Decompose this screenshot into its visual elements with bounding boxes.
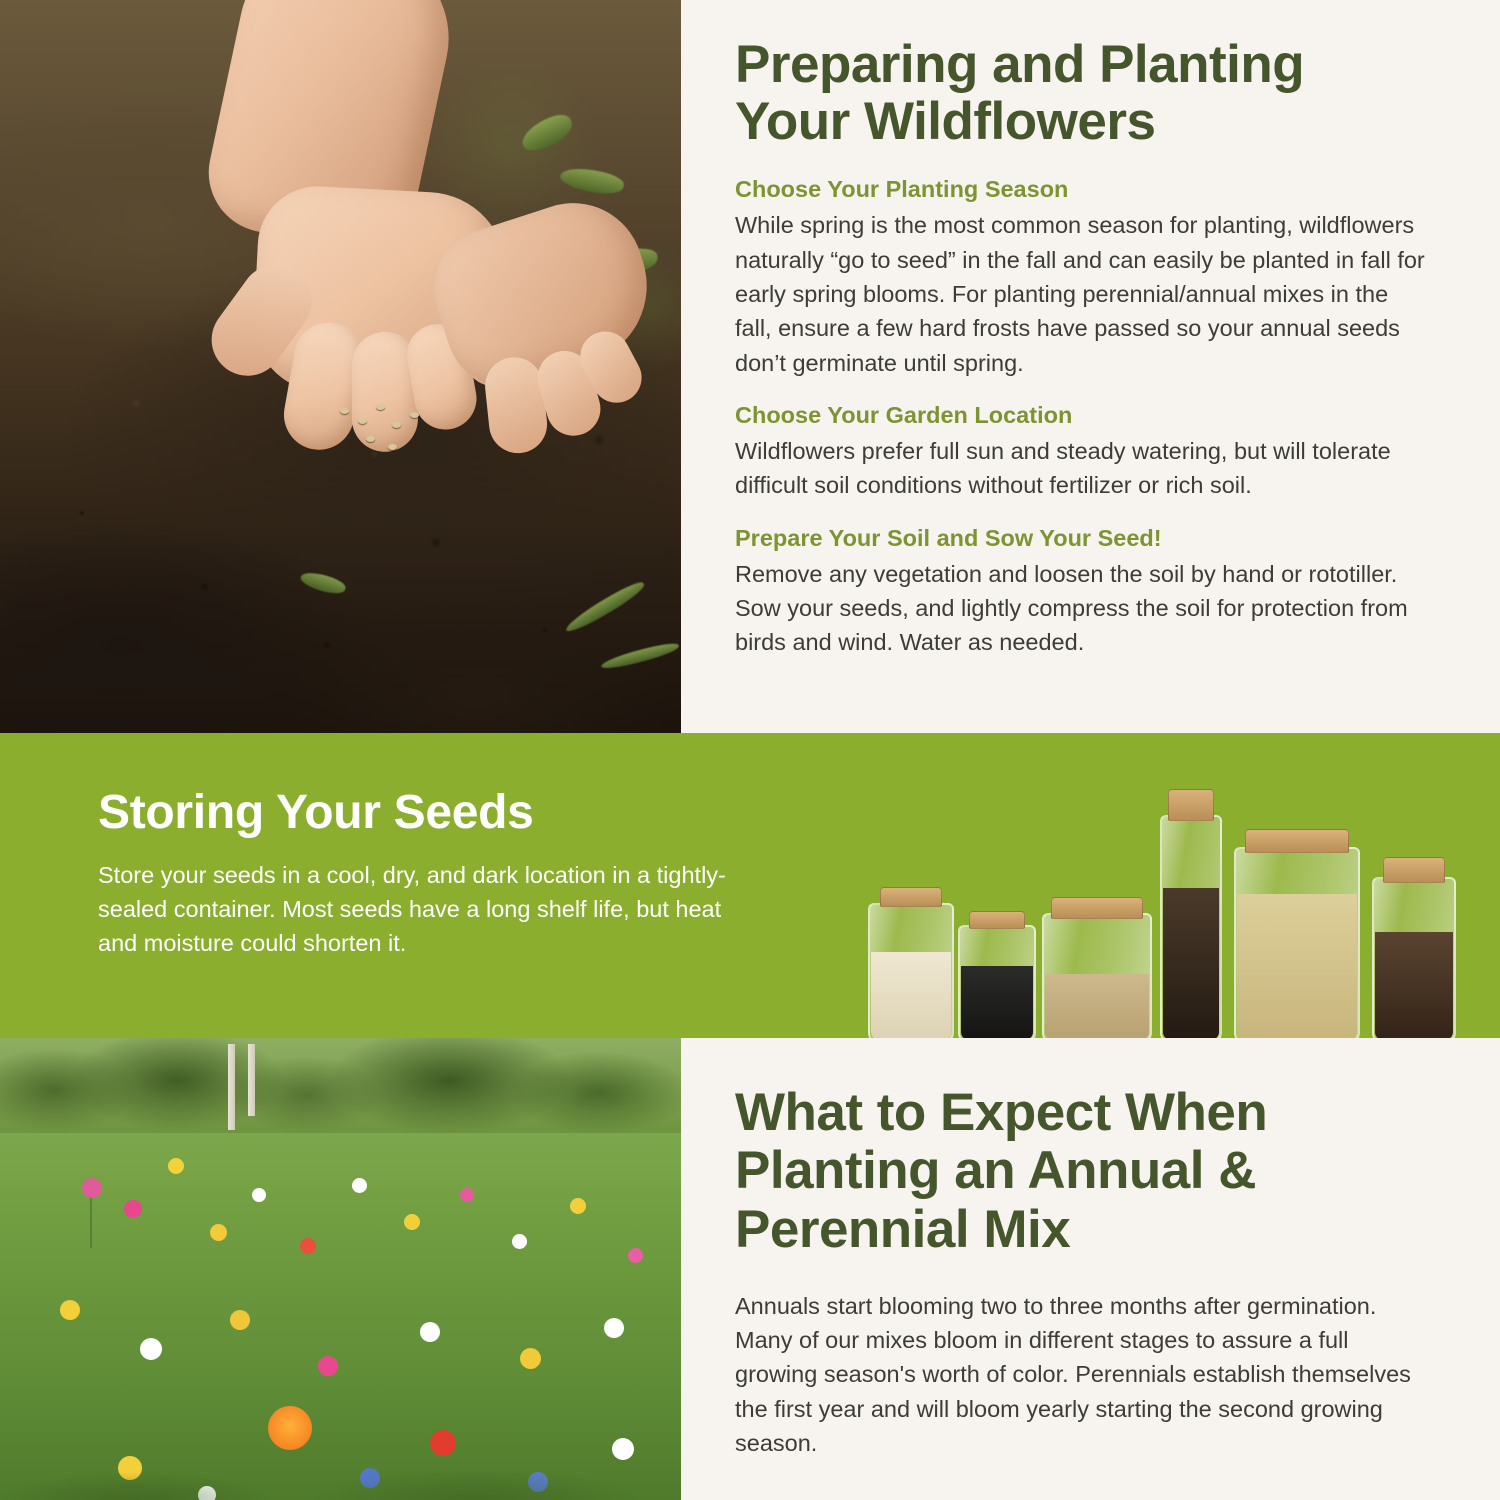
jar-contents [1045, 974, 1149, 1038]
section-preparing-and-planting [0, 0, 1500, 733]
cork-lid [1051, 897, 1143, 919]
jar-contents [961, 966, 1033, 1038]
jar-white-beans [868, 903, 954, 1038]
section-one-text-column [681, 0, 1500, 733]
seed [388, 444, 397, 450]
what-to-expect-title: What to Expect When Planting an Annual & Perennial Mix [735, 1083, 1268, 1259]
paragraph-prepare-soil: Remove any vegetation and loosen the soil by hand or rototiller. Sow your seeds, and lightly compress the soil for protection from birds and wind. Water as needed. [735, 560, 1408, 656]
jar-contents [1163, 888, 1219, 1038]
jar-black-seeds [958, 925, 1036, 1038]
jar-tan-seeds [1042, 913, 1152, 1038]
wildflower-meadow-image [0, 1038, 681, 1500]
storing-seeds-paragraph: Store your seeds in a cool, dry, and dark location in a tightly-sealed container. Most seeds have a long shelf life, but heat and moisture could shorten it. [98, 862, 726, 957]
seed [340, 408, 349, 414]
cork-lid [880, 887, 942, 907]
paragraph-planting-season: While spring is the most common season for planting, wildflowers naturally “go to seed” in the fall and can easily be planted in fall for early spring blooms. For planting perennial/annual mixes in the fall, ensure a few hard frosts have passed so your annual seeds don’t germinate until spring. [735, 212, 1425, 376]
subheading-garden-location: Choose Your Garden Location [735, 401, 1073, 428]
seed-jars-image [860, 733, 1420, 1038]
seed [392, 422, 401, 428]
seeds-in-hand [330, 400, 460, 470]
cork-lid [969, 911, 1025, 929]
seed [358, 418, 367, 424]
storing-seeds-title: Storing Your Seeds [98, 786, 534, 839]
jar-contents [1237, 894, 1357, 1038]
jar-pumpkin-seeds [1234, 847, 1360, 1038]
subheading-planting-season: Choose Your Planting Season [735, 176, 1069, 203]
seed [366, 436, 375, 442]
seed [376, 404, 385, 410]
cork-lid [1168, 789, 1214, 821]
section-three-text-column [681, 1038, 1500, 1500]
section-what-to-expect [0, 1038, 1500, 1500]
what-to-expect-paragraph: Annuals start blooming two to three months after germination. Many of our mixes bloom in different stages to assure a full growing season's worth of color. Perennials establish themselves the first year and will bloom yearly starting the second growing season. [735, 1292, 1411, 1457]
foreground-grass [0, 1038, 681, 1500]
section-storing-your-seeds [0, 733, 1500, 1038]
page-title: Preparing and Planting Your Wildflowers [735, 35, 1305, 152]
jar-striped-seeds [1372, 877, 1456, 1038]
seed [410, 412, 419, 418]
subheading-prepare-soil: Prepare Your Soil and Sow Your Seed! [735, 524, 1162, 551]
cork-lid [1383, 857, 1445, 883]
paragraph-garden-location: Wildflowers prefer full sun and steady watering, but will tolerate difficult soil conditions without fertilizer or rich soil. [735, 437, 1391, 499]
section-two-text-column [98, 785, 748, 960]
jar-contents [871, 952, 951, 1038]
jar-tall-dark-seeds [1160, 815, 1222, 1038]
cork-lid [1245, 829, 1349, 853]
hands-sowing-seeds-image [0, 0, 681, 733]
jar-contents [1375, 932, 1453, 1038]
